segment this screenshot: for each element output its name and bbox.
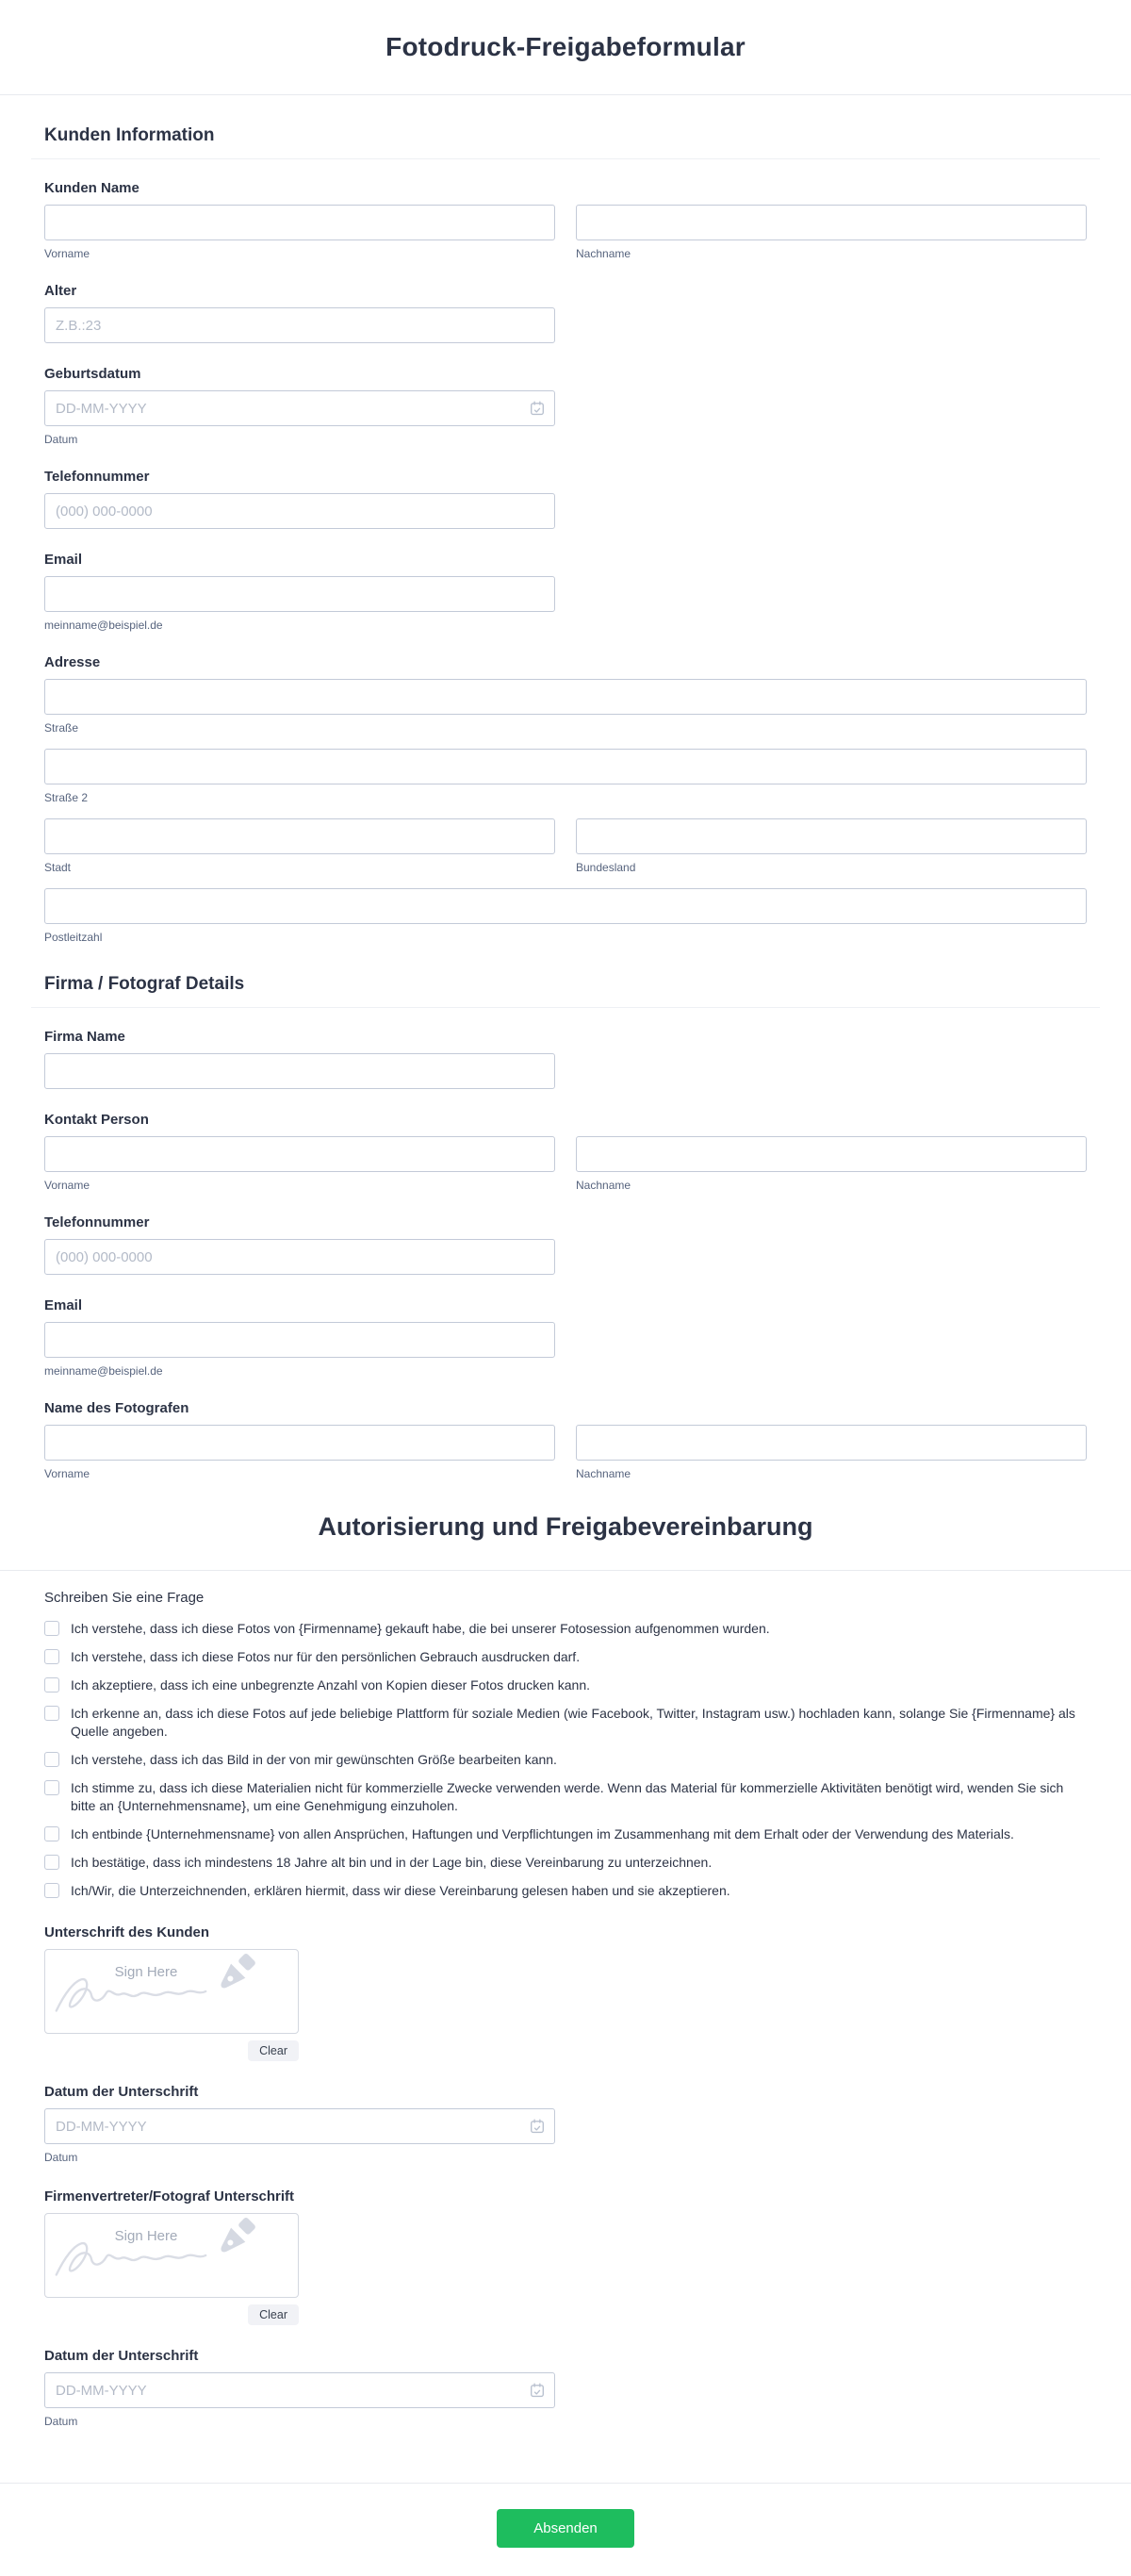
checkbox-row[interactable] <box>44 1648 1087 1666</box>
checkbox-label: Ich erkenne an, dass ich diese Fotos auf jede beliebige Plattform für soziale Medien (wie Facebook, Twitter, Instagram usw.) hochladen kann, solange Sie {Firmenname} als Quelle angeben. <box>71 1706 1075 1739</box>
field-alter <box>44 283 1087 343</box>
checkbox[interactable] <box>44 1706 59 1721</box>
checkbox[interactable] <box>44 1752 59 1767</box>
sublabel-postleitzahl: Postleitzahl <box>44 931 103 944</box>
sublabel-strasse2: Straße 2 <box>44 791 89 804</box>
signature-squiggle-icon <box>57 1979 205 2010</box>
checkbox-row[interactable] <box>44 1854 1087 1872</box>
calendar-icon[interactable] <box>529 2118 546 2135</box>
checkbox[interactable] <box>44 1621 59 1636</box>
field-label-fotograf-name: Name des Fotografen <box>44 1400 189 1416</box>
telefonnummer-input[interactable] <box>44 493 555 529</box>
checkbox[interactable] <box>44 1677 59 1693</box>
kunden-nachname-input[interactable] <box>576 205 1087 240</box>
stadt-input[interactable] <box>44 818 555 854</box>
sublabel-nachname: Nachname <box>576 1179 631 1192</box>
field-signature-date-customer <box>44 2084 1087 2164</box>
sublabel-strasse: Straße <box>44 721 79 735</box>
kunden-vorname-input[interactable] <box>44 205 555 240</box>
adresse-street-row <box>44 679 1087 735</box>
checkbox-row[interactable] <box>44 1620 1087 1638</box>
firma-email-input[interactable] <box>44 1322 555 1358</box>
signature-pad-customer[interactable] <box>44 1949 299 2034</box>
field-kunden-name <box>44 180 1087 260</box>
field-label-firma-email: Email <box>44 1297 83 1313</box>
checkbox-label: Ich akzeptiere, dass ich eine unbegrenzte Anzahl von Kopien dieser Fotos drucken kann. <box>71 1677 591 1693</box>
page-title: Fotodruck-Freigabeformular <box>385 32 746 61</box>
field-label-telefonnummer: Telefonnummer <box>44 469 150 485</box>
email-input[interactable] <box>44 576 555 612</box>
checkbox-label: Ich/Wir, die Unterzeichnenden, erklären hiermit, dass wir diese Vereinbarung gelesen haben und sie akzeptieren. <box>71 1883 730 1898</box>
calendar-icon[interactable] <box>529 400 546 417</box>
checkbox-row[interactable] <box>44 1882 1087 1900</box>
strasse2-input[interactable] <box>44 749 1087 784</box>
field-label-kontakt-person: Kontakt Person <box>44 1112 149 1128</box>
field-label-signature-company: Firmenvertreter/Fotograf Unterschrift <box>44 2188 295 2204</box>
fotograf-nachname-input[interactable] <box>576 1425 1087 1461</box>
checkbox[interactable] <box>44 1826 59 1841</box>
adresse-city-state-row <box>44 818 1087 874</box>
section-kunden-information <box>0 125 1131 944</box>
sublabel-bundesland: Bundesland <box>576 861 636 874</box>
sublabel-email-example: meinname@beispiel.de <box>44 619 163 632</box>
field-kontakt-person <box>44 1112 1087 1192</box>
field-label-signature-customer: Unterschrift des Kunden <box>44 1924 210 1940</box>
signature-date-customer-input[interactable] <box>44 2108 555 2144</box>
strasse-input[interactable] <box>44 679 1087 715</box>
header-divider <box>0 94 1131 95</box>
firma-name-input[interactable] <box>44 1053 555 1089</box>
checkbox[interactable] <box>44 1855 59 1870</box>
checkbox-row[interactable] <box>44 1705 1087 1741</box>
checkbox[interactable] <box>44 1780 59 1795</box>
adresse-street2-row <box>44 749 1087 804</box>
section-firma-details <box>0 974 1131 1480</box>
checkbox-label: Ich stimme zu, dass ich diese Materialien nicht für kommerzielle Zwecke verwenden werde. Wenn das Material für kommerzielle Aktivitäten benötigt wird, wenden Sie sich bitte an {Unternehmensname}, um eine Genehmigung einzuholen. <box>71 1780 1064 1813</box>
sublabel-datum: Datum <box>44 2151 78 2164</box>
field-firma-telefonnummer <box>44 1214 1087 1275</box>
field-label-firma-name: Firma Name <box>44 1029 125 1045</box>
field-label-alter: Alter <box>44 283 77 299</box>
field-label-email: Email <box>44 552 83 568</box>
submit-button[interactable]: Absenden <box>497 2509 634 2548</box>
signature-date-company-input[interactable] <box>44 2372 555 2408</box>
field-firma-name <box>44 1029 1087 1089</box>
field-geburtsdatum <box>44 366 1087 446</box>
sublabel-vorname: Vorname <box>44 247 90 260</box>
checkbox[interactable] <box>44 1649 59 1664</box>
sublabel-stadt: Stadt <box>44 861 72 874</box>
postleitzahl-input[interactable] <box>44 888 1087 924</box>
agreement-section <box>0 1571 1131 2456</box>
signature-pad-company[interactable] <box>44 2213 299 2298</box>
section-title-kunden: Kunden Information <box>44 125 215 145</box>
checkbox-row[interactable] <box>44 1751 1087 1769</box>
section-title-firma: Firma / Fotograf Details <box>44 974 245 994</box>
calendar-icon[interactable] <box>529 2382 546 2399</box>
sign-here-text: Sign Here <box>114 2228 178 2244</box>
signature-art <box>45 1950 298 2033</box>
field-label-firma-telefonnummer: Telefonnummer <box>44 1214 150 1230</box>
field-label-signature-date-company: Datum der Unterschrift <box>44 2348 199 2364</box>
alter-input[interactable] <box>44 307 555 343</box>
clear-button[interactable]: Clear <box>248 2304 299 2325</box>
field-telefonnummer <box>44 469 1087 529</box>
sublabel-vorname: Vorname <box>44 1467 90 1480</box>
checkbox-label: Ich verstehe, dass ich das Bild in der von mir gewünschten Größe bearbeiten kann. <box>71 1752 557 1767</box>
sign-here-text: Sign Here <box>114 1964 178 1980</box>
checkbox-label: Ich bestätige, dass ich mindestens 18 Jahre alt bin und in der Lage bin, diese Vereinbarung zu unterzeichnen. <box>71 1855 713 1870</box>
agreement-question-label: Schreiben Sie eine Frage <box>44 1590 205 1606</box>
kontakt-vorname-input[interactable] <box>44 1136 555 1172</box>
field-email <box>44 552 1087 632</box>
field-signature-company <box>44 2188 1087 2325</box>
adresse-zip-row <box>44 888 1087 944</box>
section-rule <box>31 1007 1100 1008</box>
field-label-geburtsdatum: Geburtsdatum <box>44 366 141 382</box>
sublabel-vorname: Vorname <box>44 1179 90 1192</box>
agreement-heading: Autorisierung und Freigabevereinbarung <box>318 1512 813 1541</box>
checkbox-label: Ich entbinde {Unternehmensname} von allen Ansprüchen, Haftungen und Verpflichtungen im Zusammenhang mit dem Erhalt oder der Verwendung des Materials. <box>71 1826 1014 1841</box>
signature-squiggle-icon <box>57 2243 205 2274</box>
bundesland-input[interactable] <box>576 818 1087 854</box>
checkbox-row[interactable] <box>44 1825 1087 1843</box>
field-label-kunden-name: Kunden Name <box>44 180 139 196</box>
checkbox-row[interactable] <box>44 1779 1087 1815</box>
section-rule <box>31 158 1100 159</box>
field-signature-customer <box>44 1924 1087 2061</box>
field-firma-email <box>44 1297 1087 1378</box>
checkbox[interactable] <box>44 1883 59 1898</box>
fotograf-vorname-input[interactable] <box>44 1425 555 1461</box>
field-adresse <box>44 654 1087 944</box>
sublabel-nachname: Nachname <box>576 247 631 260</box>
form-footer <box>0 2483 1131 2576</box>
checkbox-row[interactable] <box>44 1676 1087 1694</box>
checkbox-label: Ich verstehe, dass ich diese Fotos nur für den persönlichen Gebrauch ausdrucken darf. <box>71 1649 581 1664</box>
firma-telefonnummer-input[interactable] <box>44 1239 555 1275</box>
geburtsdatum-input[interactable] <box>44 390 555 426</box>
field-label-adresse: Adresse <box>44 654 101 670</box>
sublabel-datum: Datum <box>44 433 78 446</box>
clear-button[interactable]: Clear <box>248 2040 299 2061</box>
field-fotograf-name <box>44 1400 1087 1480</box>
checkbox-label: Ich verstehe, dass ich diese Fotos von {Firmenname} gekauft habe, die bei unserer Fotosession aufgenommen wurden. <box>71 1621 770 1636</box>
sublabel-datum: Datum <box>44 2415 78 2428</box>
signature-art <box>45 2214 298 2297</box>
field-label-signature-date-customer: Datum der Unterschrift <box>44 2084 199 2100</box>
sublabel-nachname: Nachname <box>576 1467 631 1480</box>
form-header <box>0 0 1131 94</box>
signature-actions <box>44 2040 299 2061</box>
field-signature-date-company <box>44 2348 1087 2428</box>
kontakt-nachname-input[interactable] <box>576 1136 1087 1172</box>
signature-actions <box>44 2304 299 2325</box>
sublabel-email-example: meinname@beispiel.de <box>44 1364 163 1378</box>
